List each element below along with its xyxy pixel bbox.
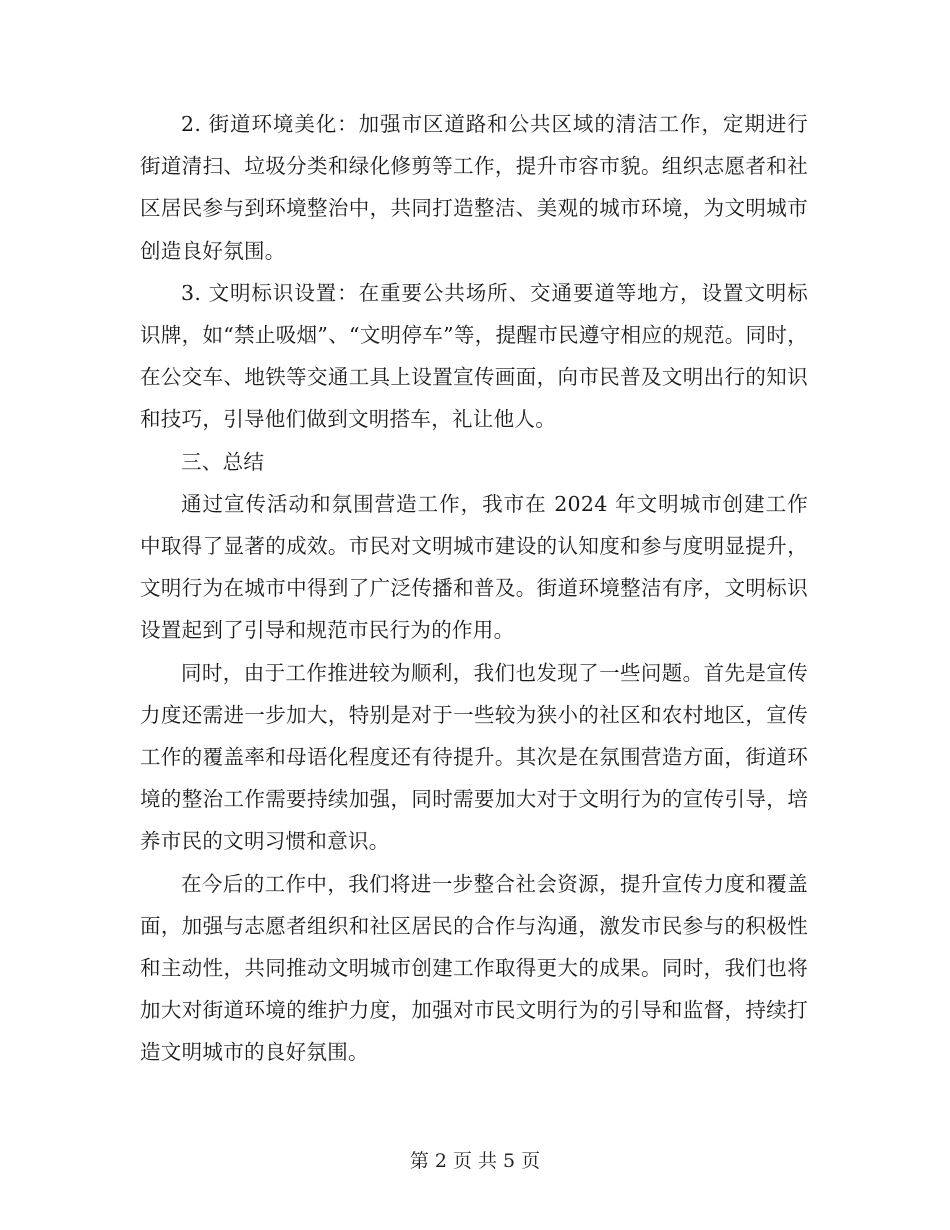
paragraph-civilized-signs: 3. 文明标识设置：在重要公共场所、交通要道等地方，设置文明标识牌，如“禁止吸烟”、“文明停车”等，提醒市民遵守相应的规范。同时，在公交车、地铁等交通工具上设置宣传画面，向市民普及文明出行的知识和技巧，引导他们做到文明搭车，礼让他人。 bbox=[140, 280, 808, 432]
section-heading-summary: 三、总结 bbox=[181, 449, 265, 474]
paragraph-summary-results: 通过宣传活动和氛围营造工作，我市在 2024 年文明城市创建工作中取得了显著的成效。市民对文明城市建设的认知度和参与度明显提升，文明行为在城市中得到了广泛传播和普及。街道环境整洁有序，文明标识设置起到了引导和规范市民行为的作用。 bbox=[140, 491, 808, 643]
paragraph-street-environment: 2. 街道环境美化：加强市区道路和公共区域的清洁工作，定期进行街道清扫、垃圾分类和绿化修剪等工作，提升市容市貌。组织志愿者和社区居民参与到环境整治中，共同打造整洁、美观的城市环境，为文明城市创造良好氛围。 bbox=[140, 112, 808, 263]
paragraph-future-work: 在今后的工作中，我们将进一步整合社会资源，提升宣传力度和覆盖面，加强与志愿者组织和社区居民的合作与沟通，激发市民参与的积极性和主动性，共同推动文明城市创建工作取得更大的成果。同时，我们也将加大对街道环境的维护力度，加强对市民文明行为的引导和监督，持续打造文明城市的良好氛围。 bbox=[140, 871, 808, 1065]
paragraph-problems-found: 同时，由于工作推进较为顺利，我们也发现了一些问题。首先是宣传力度还需进一步加大，特别是对于一些较为狭小的社区和农村地区，宣传工作的覆盖率和母语化程度还有待提升。其次是在氛围营造方面，街道环境的整治工作需要持续加强，同时需要加大对于文明行为的宣传引导，培养市民的文明习惯和意识。 bbox=[140, 660, 808, 854]
document-body bbox=[140, 103, 808, 1074]
page-number-label: 第 2 页 共 5 页 bbox=[409, 1150, 541, 1172]
page-footer bbox=[0, 1146, 950, 1173]
